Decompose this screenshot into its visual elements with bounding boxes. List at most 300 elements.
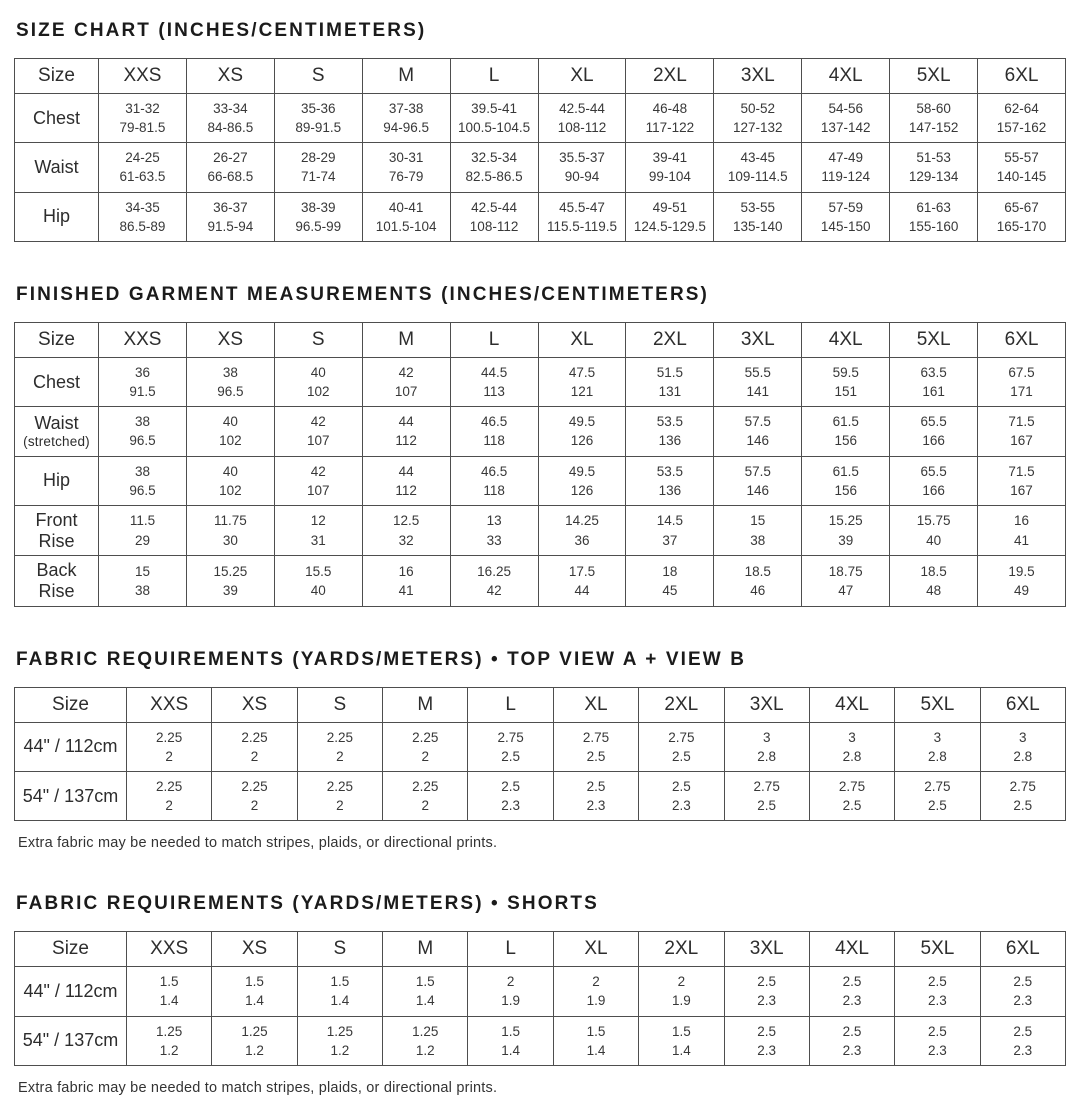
metric-value: 33 xyxy=(486,532,502,548)
measurement-cell xyxy=(895,1016,980,1065)
measurement-cell xyxy=(553,1016,638,1065)
row-label: Front Rise xyxy=(15,505,99,555)
imperial-value: 49.5 xyxy=(568,414,596,430)
measurement-cell xyxy=(538,407,626,456)
column-header: 3XL xyxy=(724,687,809,722)
row-label: Waist xyxy=(15,143,99,192)
column-header: XXS xyxy=(99,59,187,94)
imperial-value: 47-49 xyxy=(828,150,863,166)
metric-value: 2.5 xyxy=(928,798,947,814)
metric-value: 40 xyxy=(926,532,942,548)
table-row xyxy=(15,722,1066,771)
imperial-value: 55.5 xyxy=(744,364,771,380)
measurement-cell xyxy=(978,357,1066,406)
measurement-cell xyxy=(274,192,362,241)
measurement-cell xyxy=(468,1016,553,1065)
metric-value: 36 xyxy=(574,532,590,548)
imperial-value: 40-41 xyxy=(388,199,424,215)
measurement-cell xyxy=(212,771,297,820)
table-row xyxy=(15,1016,1066,1065)
imperial-value: 2.75 xyxy=(497,729,524,745)
metric-value: 117-122 xyxy=(645,120,695,136)
column-header: XS xyxy=(186,59,274,94)
column-header: L xyxy=(468,932,553,967)
column-header: XL xyxy=(538,322,626,357)
column-header: 3XL xyxy=(714,322,802,357)
metric-value: 42 xyxy=(486,582,502,598)
measurement-cell xyxy=(450,192,538,241)
metric-value: 39 xyxy=(838,532,854,548)
column-header: XL xyxy=(553,932,638,967)
imperial-value: 2.25 xyxy=(412,778,439,794)
column-header: L xyxy=(450,322,538,357)
column-header: XL xyxy=(553,687,638,722)
metric-value: 2.5 xyxy=(501,748,520,764)
imperial-value: 44.5 xyxy=(480,364,508,380)
column-header: 5XL xyxy=(890,59,978,94)
metric-value: 96.5 xyxy=(129,433,156,449)
imperial-value: 2.75 xyxy=(668,729,695,745)
imperial-value: 38 xyxy=(222,364,238,380)
column-header: XS xyxy=(212,687,297,722)
measurement-cell xyxy=(468,722,553,771)
finished-garment-table xyxy=(14,322,1066,607)
imperial-value: 57-59 xyxy=(828,199,863,215)
measurement-cell xyxy=(186,456,274,505)
metric-value: 2 xyxy=(250,748,259,764)
fabric-requirements-shorts-table xyxy=(14,931,1066,1066)
metric-value: 2.8 xyxy=(928,748,947,764)
column-header: 2XL xyxy=(639,932,724,967)
measurement-cell xyxy=(626,143,714,192)
measurement-cell xyxy=(980,967,1065,1016)
imperial-value: 49-51 xyxy=(652,199,688,215)
imperial-value: 1.5 xyxy=(586,1023,606,1039)
imperial-value: 33-34 xyxy=(213,101,248,116)
table-row xyxy=(15,456,1066,505)
table-row xyxy=(15,192,1066,241)
metric-value: 2.3 xyxy=(671,798,691,814)
metric-value: 126 xyxy=(570,482,594,498)
metric-value: 167 xyxy=(1010,433,1033,449)
measurement-cell xyxy=(714,143,802,192)
column-header: 6XL xyxy=(978,59,1066,94)
metric-value: 1.2 xyxy=(159,1042,179,1058)
imperial-value: 30-31 xyxy=(388,150,424,166)
metric-value: 107 xyxy=(394,384,418,400)
metric-value: 141 xyxy=(746,384,770,400)
measurement-cell xyxy=(626,556,714,606)
imperial-value: 1.5 xyxy=(415,974,435,990)
column-header: 2XL xyxy=(626,59,714,94)
measurement-cell xyxy=(978,94,1066,143)
column-header: 5XL xyxy=(895,687,980,722)
metric-value: 2 xyxy=(250,798,259,814)
measurement-cell xyxy=(802,357,890,406)
imperial-value: 35-36 xyxy=(301,101,336,116)
metric-value: 171 xyxy=(1010,384,1033,400)
measurement-cell xyxy=(809,722,894,771)
metric-value: 41 xyxy=(1014,532,1030,548)
metric-value: 100.5-104.5 xyxy=(458,120,531,136)
imperial-value: 42 xyxy=(398,364,414,380)
measurement-cell xyxy=(362,456,450,505)
metric-value: 96.5 xyxy=(217,384,244,400)
measurement-cell xyxy=(99,94,187,143)
fabric-requirements-top-title: FABRIC REQUIREMENTS (YARDS/METERS) • TOP VIEW A + VIEW B xyxy=(16,648,747,670)
row-label: Back Rise xyxy=(15,556,99,606)
column-header: S xyxy=(297,687,382,722)
column-header: XXS xyxy=(127,687,212,722)
imperial-value: 12 xyxy=(310,513,326,529)
imperial-value: 58-60 xyxy=(916,101,951,116)
measurement-cell xyxy=(362,407,450,456)
measurement-cell xyxy=(978,456,1066,505)
metric-value: 94-96.5 xyxy=(383,120,430,136)
measurement-cell xyxy=(890,143,978,192)
metric-value: 79-81.5 xyxy=(119,120,166,136)
metric-value: 1.2 xyxy=(245,1042,264,1058)
measurement-cell xyxy=(639,1016,724,1065)
measurement-cell xyxy=(538,456,626,505)
metric-value: 140-145 xyxy=(996,169,1047,185)
imperial-value: 39.5-41 xyxy=(471,101,517,116)
imperial-value: 26-27 xyxy=(213,150,248,166)
row-label: Chest xyxy=(15,357,99,406)
imperial-value: 50-52 xyxy=(740,101,776,116)
measurement-cell xyxy=(186,94,274,143)
imperial-value: 13 xyxy=(486,513,502,529)
metric-value: 145-150 xyxy=(820,218,871,234)
extra-fabric-note: Extra fabric may be needed to match stripes, plaids, or directional prints. xyxy=(18,1079,498,1096)
imperial-value: 31-32 xyxy=(125,101,160,116)
metric-value: 112 xyxy=(395,482,417,498)
metric-value: 1.4 xyxy=(159,993,179,1009)
metric-value: 2.8 xyxy=(757,748,777,764)
imperial-value: 62-64 xyxy=(1004,101,1039,116)
measurement-cell xyxy=(978,505,1066,555)
measurement-cell xyxy=(802,456,890,505)
metric-value: 156 xyxy=(834,433,857,449)
measurement-cell xyxy=(809,1016,894,1065)
measurement-cell xyxy=(895,967,980,1016)
metric-value: 2 xyxy=(336,798,344,814)
imperial-value: 2.5 xyxy=(842,1023,862,1039)
metric-value: 115.5-119.5 xyxy=(546,218,618,234)
measurement-cell xyxy=(362,357,450,406)
measurement-cell xyxy=(186,357,274,406)
imperial-value: 3 xyxy=(848,729,856,745)
row-label: Hip xyxy=(15,456,99,505)
metric-value: 2.5 xyxy=(671,748,691,764)
metric-value: 107 xyxy=(307,482,330,498)
measurement-cell xyxy=(383,1016,468,1065)
imperial-value: 65.5 xyxy=(920,463,947,479)
measurement-cell xyxy=(450,456,538,505)
imperial-value: 2 xyxy=(506,974,515,990)
measurement-cell xyxy=(538,357,626,406)
metric-value: 109-114.5 xyxy=(727,169,788,185)
metric-value: 2 xyxy=(165,748,173,764)
fabric-requirements-top-table xyxy=(14,687,1066,822)
measurement-cell xyxy=(802,505,890,555)
measurement-cell xyxy=(978,556,1066,606)
imperial-value: 39-41 xyxy=(652,150,688,166)
measurement-cell xyxy=(978,192,1066,241)
measurement-cell xyxy=(450,556,538,606)
measurement-cell xyxy=(714,556,802,606)
metric-value: 38 xyxy=(750,532,766,548)
imperial-value: 53.5 xyxy=(656,463,684,479)
imperial-value: 65.5 xyxy=(920,414,947,430)
measurement-cell xyxy=(468,771,553,820)
imperial-value: 2.5 xyxy=(757,974,777,990)
imperial-value: 2.5 xyxy=(928,974,947,990)
measurement-cell xyxy=(895,722,980,771)
metric-value: 126 xyxy=(570,433,594,449)
metric-value: 1.9 xyxy=(586,993,606,1009)
row-label: 44" / 112cm xyxy=(15,722,127,771)
imperial-value: 2.5 xyxy=(1013,974,1033,990)
measurement-cell xyxy=(724,967,809,1016)
metric-value: 90-94 xyxy=(564,169,600,185)
imperial-value: 61-63 xyxy=(916,199,951,215)
imperial-value: 2.25 xyxy=(326,729,354,745)
imperial-value: 46.5 xyxy=(480,463,508,479)
column-header: 4XL xyxy=(802,322,890,357)
imperial-value: 15 xyxy=(750,513,766,529)
metric-value: 147-152 xyxy=(908,120,959,136)
measurement-cell xyxy=(890,357,978,406)
imperial-value: 45.5-47 xyxy=(559,199,605,215)
column-header: S xyxy=(297,932,382,967)
imperial-value: 46-48 xyxy=(652,101,688,116)
column-header: 2XL xyxy=(639,687,724,722)
metric-value: 31 xyxy=(310,532,326,548)
measurement-cell xyxy=(383,771,468,820)
metric-value: 1.4 xyxy=(245,993,264,1009)
metric-value: 2 xyxy=(336,748,344,764)
size-corner-label: Size xyxy=(15,322,99,357)
metric-value: 101.5-104 xyxy=(375,218,437,234)
imperial-value: 40 xyxy=(222,463,238,479)
imperial-value: 53.5 xyxy=(656,414,684,430)
imperial-value: 1.5 xyxy=(159,974,179,990)
column-header: 4XL xyxy=(802,59,890,94)
measurement-cell xyxy=(980,771,1065,820)
measurement-cell xyxy=(99,143,187,192)
finished-garment-title: FINISHED GARMENT MEASUREMENTS (INCHES/CENTIMETERS) xyxy=(16,283,709,305)
imperial-value: 15.5 xyxy=(305,563,332,579)
measurement-cell xyxy=(714,407,802,456)
metric-value: 166 xyxy=(922,482,945,498)
measurement-cell xyxy=(274,556,362,606)
metric-value: 102 xyxy=(219,482,242,498)
metric-value: 135-140 xyxy=(733,218,783,234)
metric-value: 2.3 xyxy=(501,798,520,814)
imperial-value: 59.5 xyxy=(832,364,859,380)
metric-value: 1.4 xyxy=(330,993,350,1009)
imperial-value: 54-56 xyxy=(828,101,863,116)
imperial-value: 18.5 xyxy=(920,563,947,579)
imperial-value: 1.25 xyxy=(326,1023,354,1039)
measurement-cell xyxy=(809,967,894,1016)
metric-value: 47 xyxy=(838,582,854,598)
metric-value: 166 xyxy=(922,433,945,449)
imperial-value: 49.5 xyxy=(568,463,596,479)
imperial-value: 2.25 xyxy=(241,778,268,794)
column-header: XS xyxy=(212,932,297,967)
column-header: L xyxy=(450,59,538,94)
measurement-cell xyxy=(538,192,626,241)
metric-value: 102 xyxy=(219,433,242,449)
metric-value: 137-142 xyxy=(820,120,871,136)
metric-value: 1.4 xyxy=(671,1042,691,1058)
measurement-cell xyxy=(99,357,187,406)
metric-value: 71-74 xyxy=(301,169,336,185)
metric-value: 48 xyxy=(926,582,942,598)
measurement-cell xyxy=(714,505,802,555)
column-header: M xyxy=(383,687,468,722)
measurement-cell xyxy=(186,407,274,456)
measurement-cell xyxy=(802,407,890,456)
metric-value: 1.4 xyxy=(501,1042,520,1058)
metric-value: 165-170 xyxy=(996,218,1047,234)
imperial-value: 42 xyxy=(310,463,326,479)
measurement-cell xyxy=(450,94,538,143)
column-header: M xyxy=(362,322,450,357)
measurement-cell xyxy=(274,407,362,456)
metric-value: 146 xyxy=(746,433,770,449)
imperial-value: 2.25 xyxy=(241,729,268,745)
measurement-cell xyxy=(99,505,187,555)
metric-value: 151 xyxy=(834,384,857,400)
imperial-value: 42.5-44 xyxy=(471,199,517,215)
metric-value: 161 xyxy=(922,384,945,400)
metric-value: 112 xyxy=(395,433,417,449)
imperial-value: 1.5 xyxy=(330,974,350,990)
size-corner-label: Size xyxy=(15,932,127,967)
imperial-value: 15.25 xyxy=(213,563,248,579)
measurement-cell xyxy=(890,505,978,555)
measurement-cell xyxy=(274,94,362,143)
imperial-value: 2.75 xyxy=(924,778,951,794)
measurement-cell xyxy=(186,143,274,192)
imperial-value: 18.75 xyxy=(828,563,863,579)
measurement-cell xyxy=(714,357,802,406)
metric-value: 155-160 xyxy=(908,218,959,234)
metric-value: 119-124 xyxy=(821,169,870,185)
measurement-cell xyxy=(714,456,802,505)
size-chart-section xyxy=(14,20,1066,242)
metric-value: 102 xyxy=(307,384,330,400)
metric-value: 1.9 xyxy=(501,993,520,1009)
measurement-cell xyxy=(626,407,714,456)
metric-value: 2 xyxy=(421,748,430,764)
imperial-value: 1.5 xyxy=(501,1023,520,1039)
metric-value: 167 xyxy=(1010,482,1033,498)
metric-value: 146 xyxy=(746,482,770,498)
measurement-cell xyxy=(99,456,187,505)
measurement-cell xyxy=(978,143,1066,192)
imperial-value: 71.5 xyxy=(1008,463,1035,479)
column-header: 3XL xyxy=(714,59,802,94)
imperial-value: 16.25 xyxy=(477,563,511,579)
imperial-value: 1.5 xyxy=(671,1023,691,1039)
imperial-value: 38 xyxy=(134,463,150,479)
metric-value: 99-104 xyxy=(648,169,691,185)
metric-value: 39 xyxy=(222,582,238,598)
metric-value: 2.3 xyxy=(842,1042,862,1058)
measurement-cell xyxy=(890,456,978,505)
table-row xyxy=(15,94,1066,143)
table-row xyxy=(15,505,1066,555)
imperial-value: 15 xyxy=(134,563,150,579)
imperial-value: 37-38 xyxy=(388,101,424,116)
size-corner-label: Size xyxy=(15,687,127,722)
measurement-cell xyxy=(724,1016,809,1065)
column-header: 6XL xyxy=(980,932,1065,967)
metric-value: 86.5-89 xyxy=(119,218,166,234)
imperial-value: 1.25 xyxy=(241,1023,268,1039)
imperial-value: 2.5 xyxy=(671,778,691,794)
metric-value: 2.8 xyxy=(842,748,862,764)
measurement-cell xyxy=(538,505,626,555)
metric-value: 129-134 xyxy=(908,169,959,185)
measurement-cell xyxy=(553,771,638,820)
metric-value: 2.3 xyxy=(928,993,947,1009)
measurement-cell xyxy=(890,556,978,606)
imperial-value: 15.25 xyxy=(828,513,863,529)
imperial-value: 14.5 xyxy=(656,513,684,529)
finished-garment-section xyxy=(14,284,1066,607)
table-row xyxy=(15,357,1066,406)
imperial-value: 15.75 xyxy=(916,513,951,529)
measurement-cell xyxy=(978,407,1066,456)
imperial-value: 57.5 xyxy=(744,414,771,430)
imperial-value: 51.5 xyxy=(656,364,684,380)
metric-value: 2.3 xyxy=(1013,1042,1033,1058)
metric-value: 2.3 xyxy=(928,1042,947,1058)
imperial-value: 65-67 xyxy=(1004,199,1039,215)
metric-value: 2.5 xyxy=(1013,798,1033,814)
metric-value: 108-112 xyxy=(469,218,519,234)
metric-value: 124.5-129.5 xyxy=(633,218,706,234)
imperial-value: 19.5 xyxy=(1008,563,1035,579)
column-header: 5XL xyxy=(890,322,978,357)
imperial-value: 61.5 xyxy=(832,414,859,430)
metric-value: 107 xyxy=(307,433,330,449)
metric-value: 118 xyxy=(483,433,505,449)
metric-value: 61-63.5 xyxy=(119,169,166,185)
column-header: 4XL xyxy=(809,687,894,722)
imperial-value: 18.5 xyxy=(744,563,771,579)
imperial-value: 40 xyxy=(310,364,326,380)
imperial-value: 46.5 xyxy=(480,414,508,430)
imperial-value: 2.5 xyxy=(1013,1023,1033,1039)
extra-fabric-note: Extra fabric may be needed to match stripes, plaids, or directional prints. xyxy=(18,835,498,852)
imperial-value: 2 xyxy=(677,974,686,990)
measurement-cell xyxy=(639,722,724,771)
imperial-value: 11.75 xyxy=(213,513,247,529)
imperial-value: 24-25 xyxy=(125,150,160,166)
measurement-cell xyxy=(639,967,724,1016)
metric-value: 127-132 xyxy=(733,120,783,136)
measurement-cell xyxy=(450,143,538,192)
column-header: 5XL xyxy=(895,932,980,967)
imperial-value: 36 xyxy=(134,364,150,380)
imperial-value: 44 xyxy=(398,463,414,479)
